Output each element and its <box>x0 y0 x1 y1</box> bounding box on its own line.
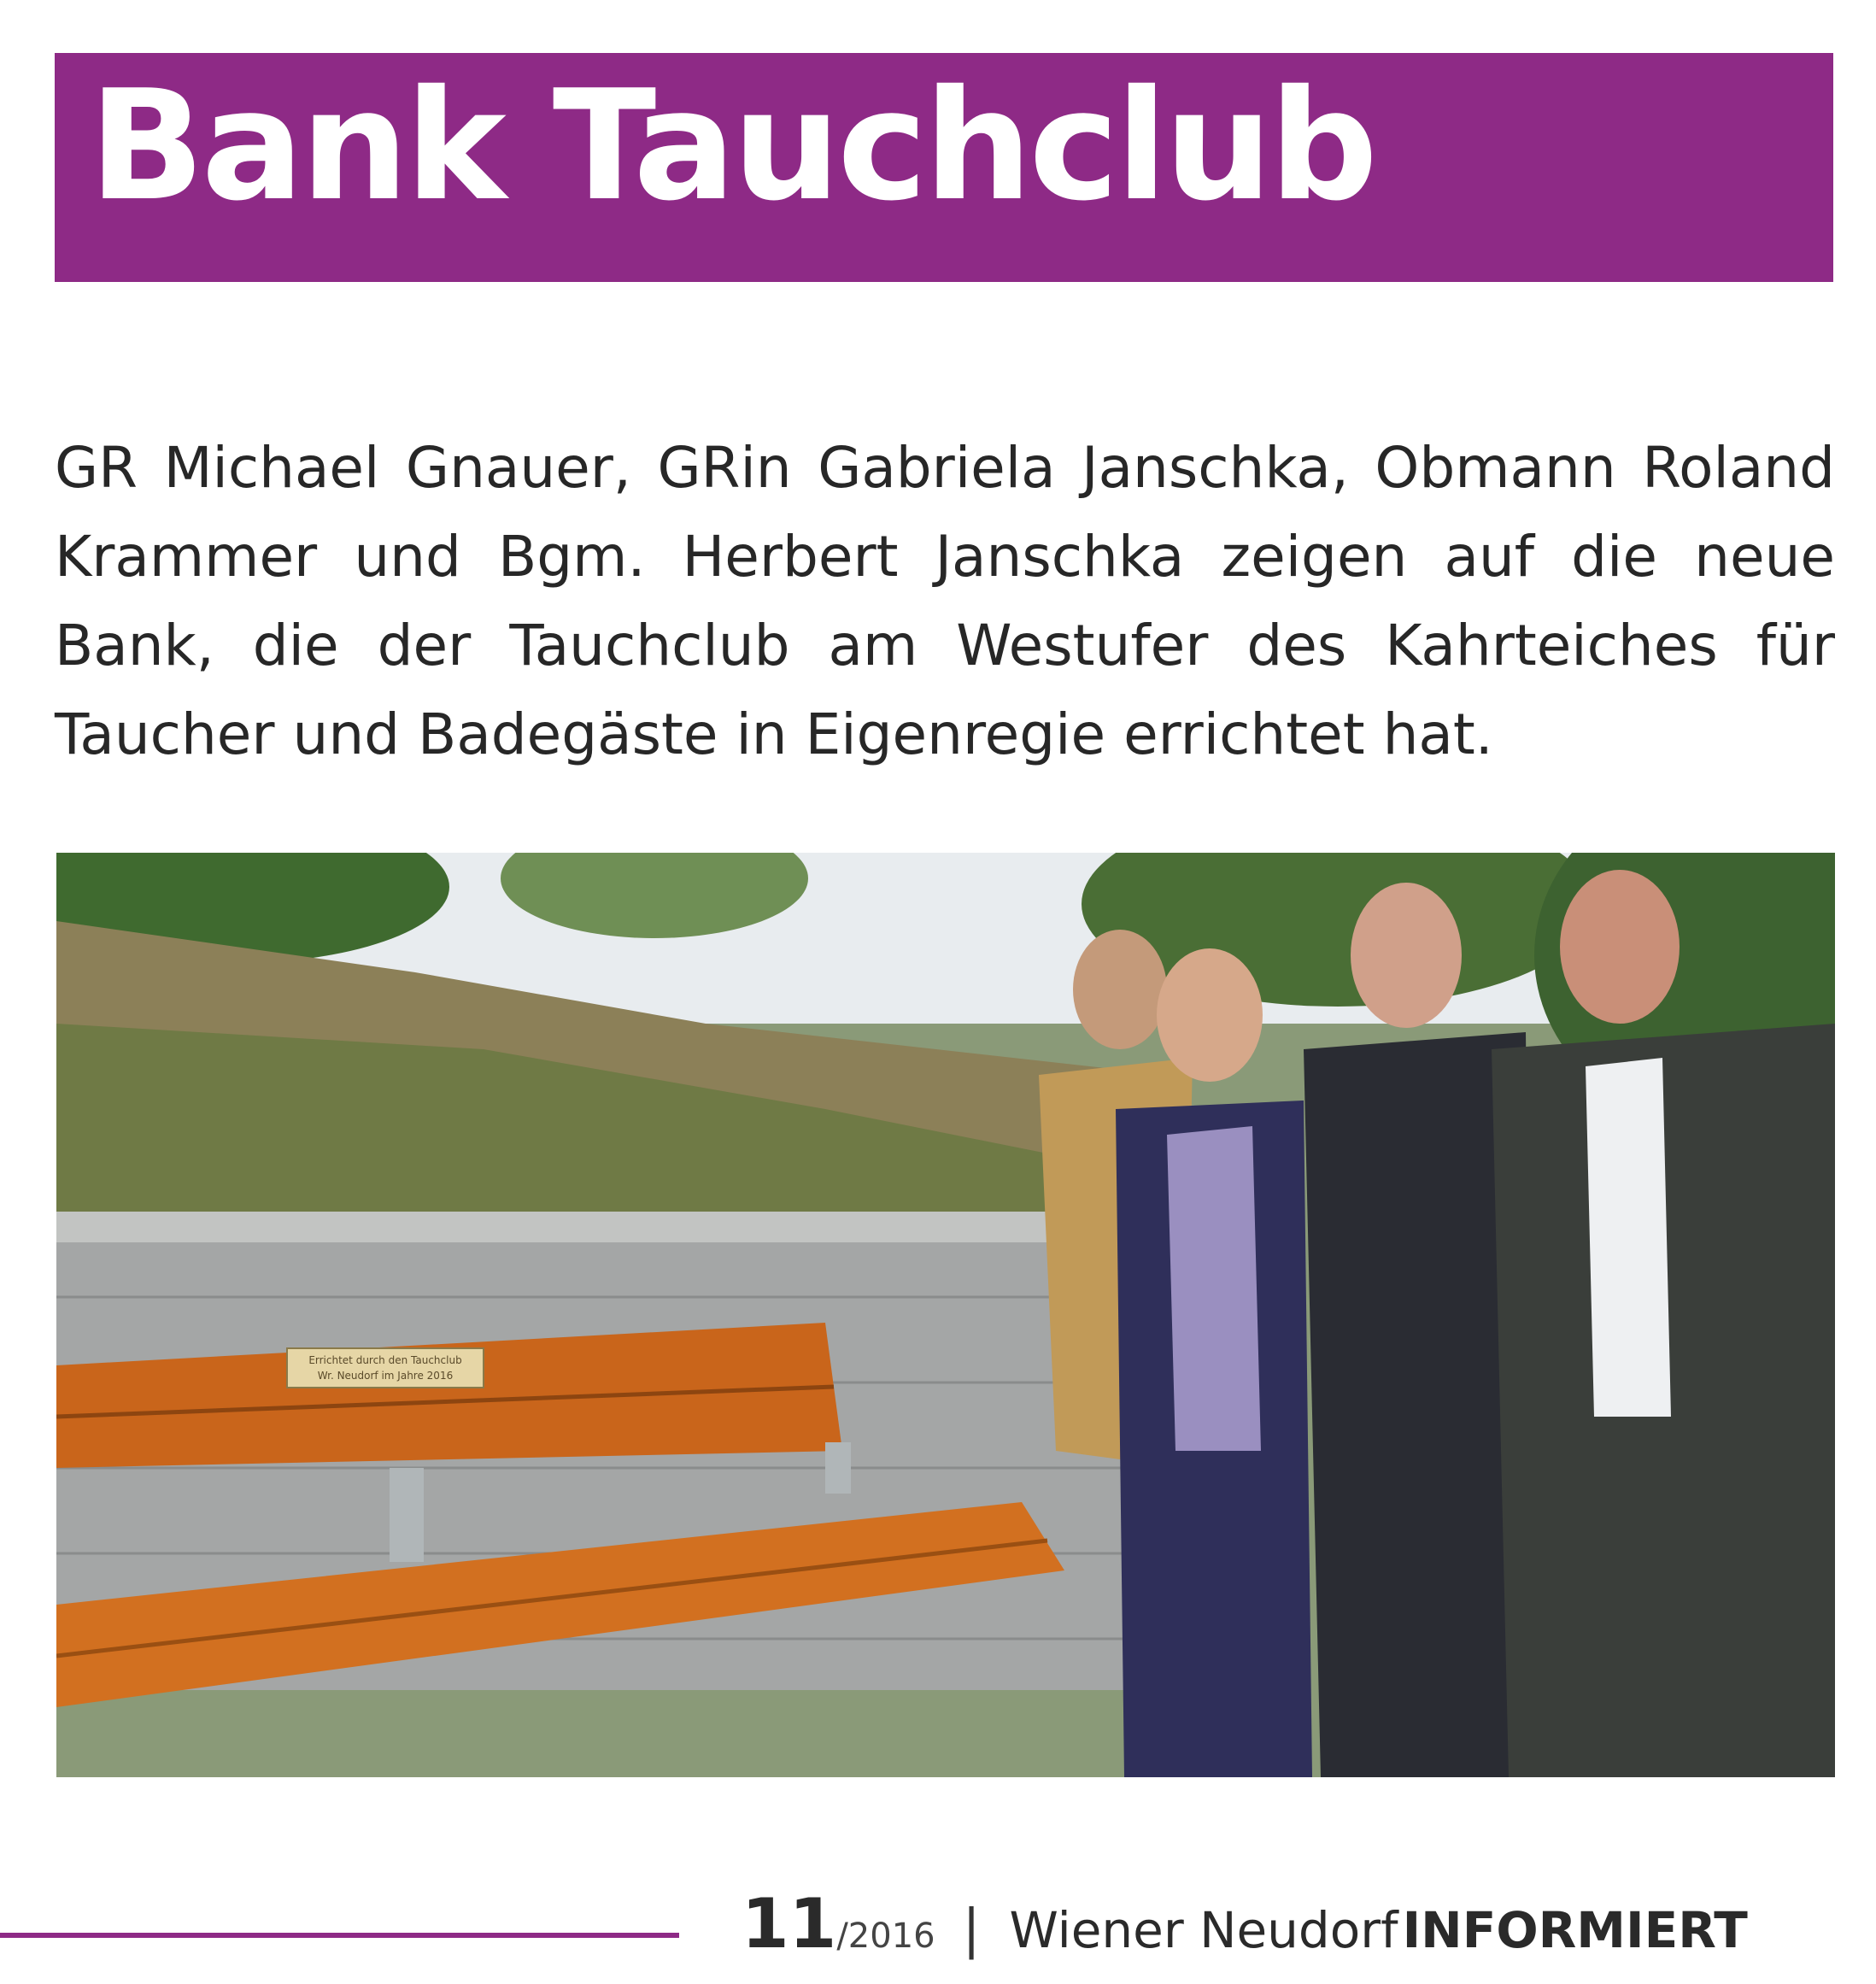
svg-text:Errichtet durch den Tauchclub: Errichtet durch den Tauchclub <box>308 1354 462 1366</box>
footer-accent-line <box>0 1933 679 1938</box>
article-photo <box>56 853 1835 1777</box>
photo-caption: GR Michael Gnauer, GRin Gabriela Janschka, Obmann Roland Krammer und Bgm. Herbert Janschka zeigen auf die neue Bank, die der Tauchclub am Westufer des Kahrteiches für Taucher und Badegäste in Eigenregie errichtet hat. <box>55 435 1835 767</box>
publication-name-bold: INFORMIERT <box>1402 1901 1748 1959</box>
page-title: Bank Tauchclub <box>89 57 1375 234</box>
title-banner <box>55 53 1833 282</box>
issue-year: /2016 <box>836 1916 935 1956</box>
svg-text:Wr. Neudorf im Jahre 2016: Wr. Neudorf im Jahre 2016 <box>317 1370 454 1382</box>
publication-name: Wiener Neudorf <box>1009 1901 1398 1959</box>
footer-separator: | <box>962 1898 981 1960</box>
issue-number: 11 <box>742 1884 837 1963</box>
page-footer <box>742 1884 1748 1961</box>
